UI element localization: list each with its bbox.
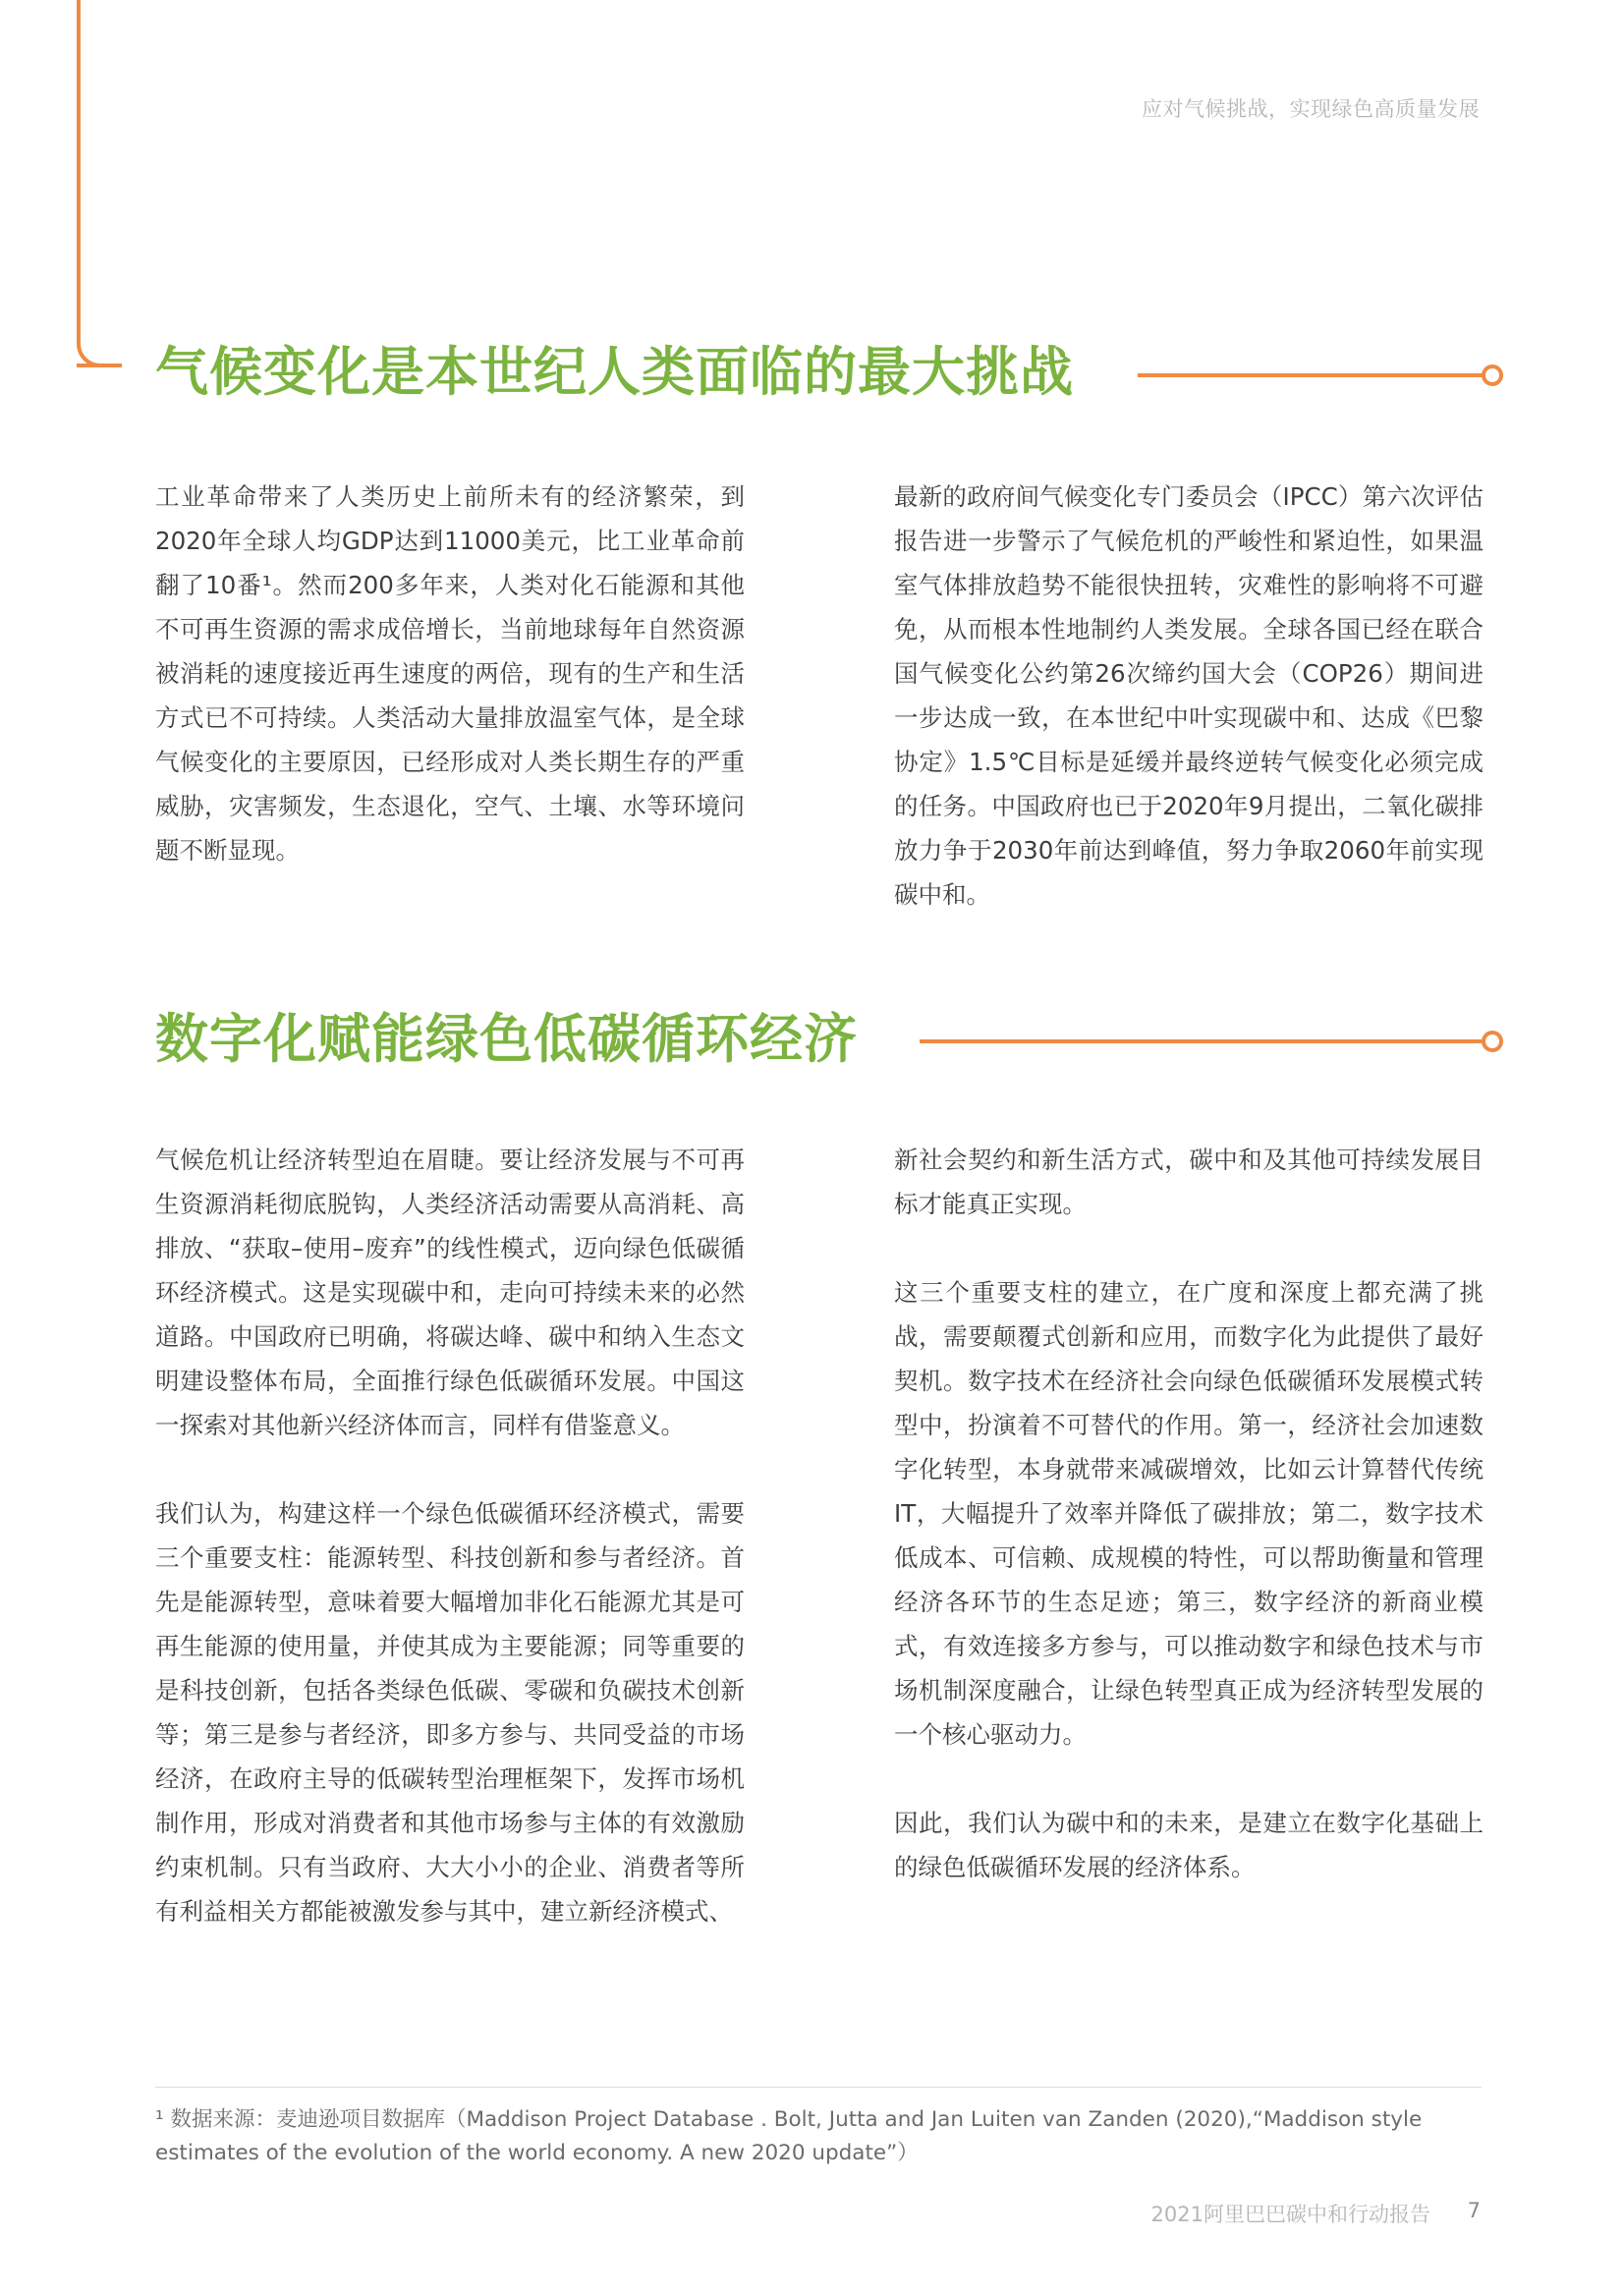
section-title-rule: [920, 1039, 1491, 1043]
section-title-digital-empowerment: 数字化赋能绿色低碳循环经济: [155, 1008, 858, 1070]
paragraph: 我们认为，构建这样一个绿色低碳循环经济模式，需要三个重要支柱：能源转型、科技创新和参与者经济。首先是能源转型，意味着要大幅增加非化石能源尤其是可再生能源的使用量，并使其成为主要能源；同等重要的是科技创新，包括各类绿色低碳、零碳和负碳技术创新等；第三是参与者经济，即多方参与、共同受益的市场经济，在政府主导的低碳转型治理框架下，发挥市场机制作用，形成对消费者和其他市场参与主体的有效激励约束机制。只有当政府、大大小小的企业、消费者等所有利益相关方都能被激发参与其中，建立新经济模式、: [155, 1499, 745, 1926]
section-title-dot: [1482, 364, 1503, 386]
section2-right-column: [894, 1138, 1484, 1889]
paragraph: 气候危机让经济转型迫在眉睫。要让经济发展与不可再生资源消耗彻底脱钩，人类经济活动需要从高消耗、高排放、“获取–使用–废弃”的线性模式，迈向绿色低碳循环经济模式。这是实现碳中和，走向可持续未来的必然道路。中国政府已明确，将碳达峰、碳中和纳入生态文明建设整体布局，全面推行绿色低碳循环发展。中国这一探索对其他新兴经济体而言，同样有借鉴意义。: [155, 1146, 745, 1439]
section2-left-column: [155, 1138, 745, 1933]
page-number: 7: [1467, 2199, 1481, 2222]
section1-left-column: [155, 475, 745, 872]
paragraph: 最新的政府间气候变化专门委员会（IPCC）第六次评估报告进一步警示了气候危机的严峻性和紧迫性，如果温室气体排放趋势不能很快扭转，灾难性的影响将不可避免，从而根本性地制约人类发展。全球各国已经在联合国气候变化公约第26次缔约国大会（COP26）期间进一步达成一致，在本世纪中叶实现碳中和、达成《巴黎协定》1.5℃目标是延缓并最终逆转气候变化必须完成的任务。中国政府也已于2020年9月提出，二氧化碳排放力争于2030年前达到峰值，努力争取2060年前实现碳中和。: [894, 482, 1484, 909]
paragraph: 工业革命带来了人类历史上前所未有的经济繁荣，到2020年全球人均GDP达到11000美元，比工业革命前翻了10番¹。然而200多年来，人类对化石能源和其他不可再生资源的需求成倍增长，当前地球每年自然资源被消耗的速度接近再生速度的两倍，现有的生产和生活方式已不可持续。人类活动大量排放温室气体，是全球气候变化的主要原因，已经形成对人类长期生存的严重威胁，灾害频发，生态退化，空气、土壤、水等环境问题不断显现。: [155, 482, 745, 865]
section-title-dot: [1482, 1031, 1503, 1052]
decorative-horizontal-stub: [77, 364, 122, 367]
footnote-divider: [155, 2087, 1482, 2088]
section-title-climate-challenge: 气候变化是本世纪人类面临的最大挑战: [155, 341, 1074, 403]
paragraph: 新社会契约和新生活方式，碳中和及其他可持续发展目标才能真正实现。: [894, 1146, 1484, 1218]
decorative-vertical-line: [77, 0, 81, 344]
running-header: 应对气候挑战，实现绿色高质量发展: [1142, 97, 1480, 121]
paragraph: 这三个重要支柱的建立，在广度和深度上都充满了挑战，需要颠覆式创新和应用，而数字化为此提供了最好契机。数字技术在经济社会向绿色低碳循环发展模式转型中，扮演着不可替代的作用。第一，经济社会加速数字化转型，本身就带来减碳增效，比如云计算替代传统IT，大幅提升了效率并降低了碳排放；第二，数字技术低成本、可信赖、成规模的特性，可以帮助衡量和管理经济各环节的生态足迹；第三，数字经济的新商业模式，有效连接多方参与，可以推动数字和绿色技术与市场机制深度融合，让绿色转型真正成为经济转型发展的一个核心驱动力。: [894, 1278, 1484, 1749]
paragraph: 因此，我们认为碳中和的未来，是建立在数字化基础上的绿色低碳循环发展的经济体系。: [894, 1809, 1484, 1881]
footnote: ¹ 数据来源：麦迪逊项目数据库（Maddison Project Database . Bolt, Jutta and Jan Luiten van Zanden (2020),“Maddison style estimates of the evolution of the world economy. A new 2020 update”）: [155, 2107, 1423, 2165]
section-title-rule: [1138, 373, 1491, 377]
footer-report-title: 2021阿里巴巴碳中和行动报告: [1150, 2203, 1430, 2226]
section1-right-column: [894, 475, 1484, 917]
